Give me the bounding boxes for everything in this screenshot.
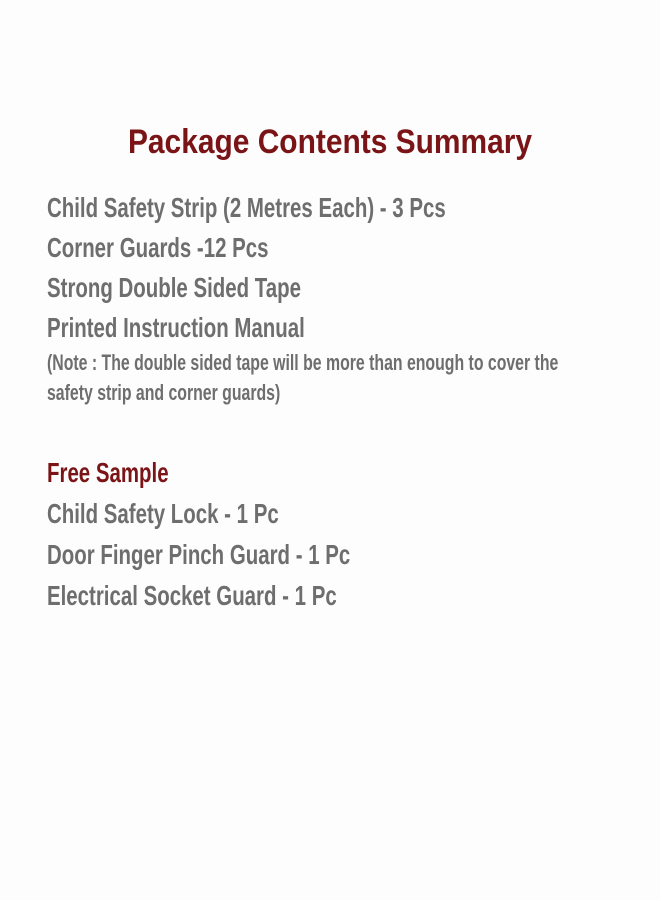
package-contents-section: [47, 188, 660, 616]
package-item-label: Child Safety Strip (2 Metres Each) - 3 Pcs: [47, 192, 446, 223]
note-line: [47, 378, 660, 408]
free-sample-item: [47, 575, 660, 616]
free-sample-item-label: Electrical Socket Guard - 1 Pc: [47, 580, 337, 611]
tape-note: [47, 348, 660, 408]
package-item: [47, 228, 660, 268]
free-sample-item-label: Door Finger Pinch Guard - 1 Pc: [47, 539, 351, 570]
free-sample-heading-text: Free Sample: [47, 457, 169, 488]
free-sample-item-label: Child Safety Lock - 1 Pc: [47, 498, 279, 529]
free-sample-item: [47, 493, 660, 534]
package-items-list: [47, 188, 660, 348]
note-line-text: (Note : The double sided tape will be more than enough to cover the: [47, 350, 559, 375]
free-sample-heading: [47, 453, 660, 493]
package-item-label: Printed Instruction Manual: [47, 312, 305, 343]
package-item: [47, 268, 660, 308]
page-title: Package Contents Summary: [127, 123, 533, 161]
free-sample-item: [47, 534, 660, 575]
package-item: [47, 308, 660, 348]
package-item-label: Strong Double Sided Tape: [47, 272, 301, 303]
note-line-text: safety strip and corner guards): [47, 380, 281, 405]
note-line: [47, 348, 660, 378]
package-item: [47, 188, 660, 228]
free-sample-items-list: [47, 493, 660, 616]
package-item-label: Corner Guards -12 Pcs: [47, 232, 269, 263]
